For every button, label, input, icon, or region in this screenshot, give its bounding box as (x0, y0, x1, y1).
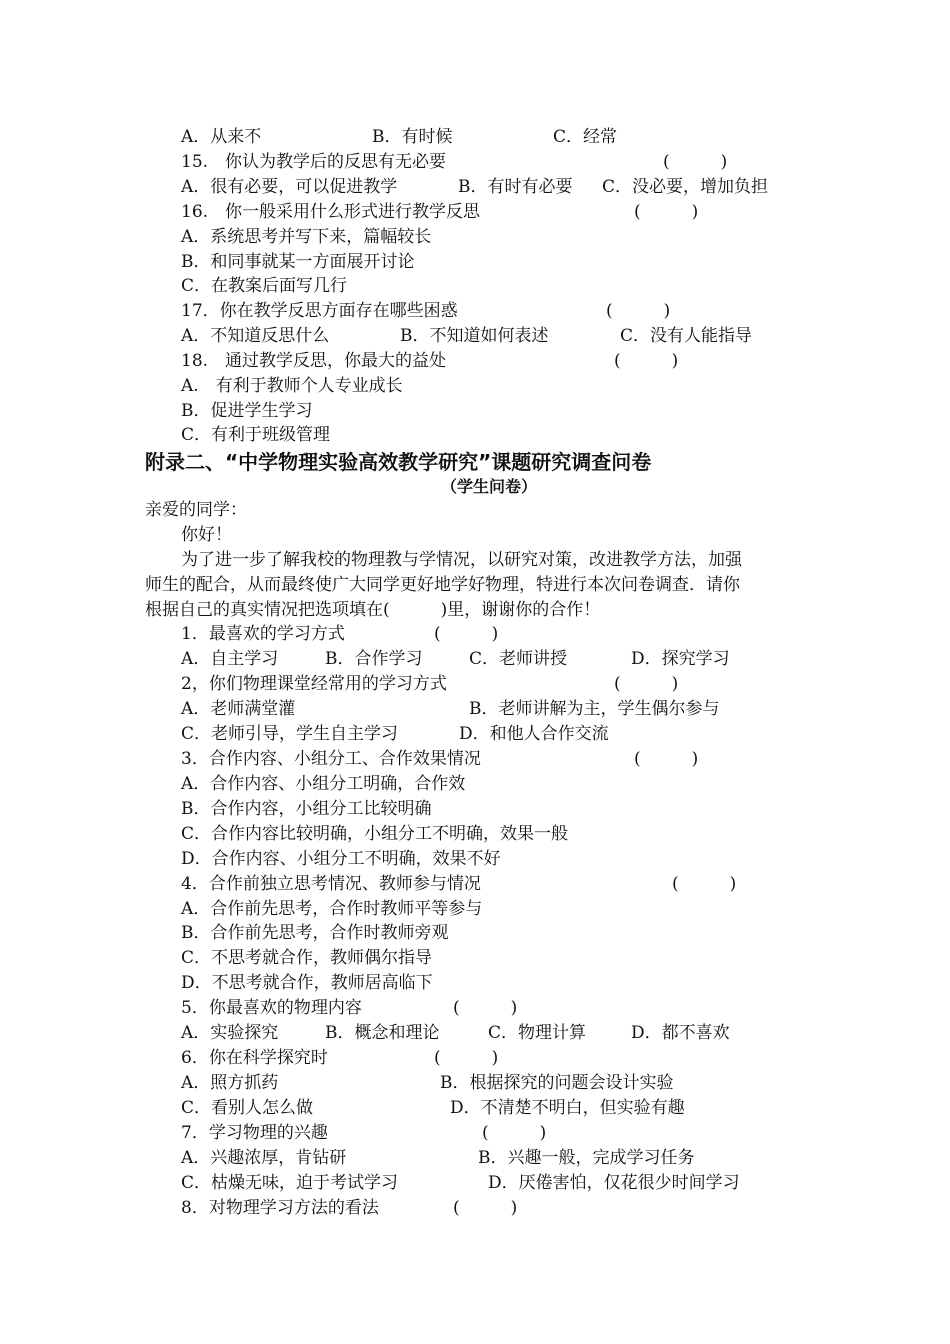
survey-text: 4．合作前独立思考情况、教师参与情况 (181, 874, 481, 894)
answer-blank: ( ) (434, 1048, 499, 1068)
answer-blank: ( ) (634, 749, 699, 769)
answer-blank: ( ) (453, 1198, 518, 1218)
survey-text: C．看别人怎么做 (181, 1098, 314, 1118)
survey-text: D．合作内容、小组分工不明确，效果不好 (181, 849, 501, 869)
option-text: B．有时有必要 (458, 177, 573, 197)
survey-text: A．合作内容、小组分工明确，合作效 (181, 774, 466, 794)
survey-text: 5．你最喜欢的物理内容 (181, 998, 362, 1018)
survey-text: 1．最喜欢的学习方式 (181, 624, 345, 644)
question-text: A．从来不 (181, 127, 262, 147)
option-text: B．合作学习 (325, 649, 423, 669)
option-text: B．不知道如何表述 (400, 326, 549, 346)
option-text: B．兴趣一般，完成学习任务 (478, 1148, 695, 1168)
option-text: C．经常 (553, 127, 618, 147)
option-text: C．老师讲授 (469, 649, 568, 669)
question-text: C．有利于班级管理 (181, 425, 331, 445)
survey-text: A．老师满堂灌 (181, 699, 296, 719)
question-text: A．系统思考并写下来，篇幅较长 (181, 227, 432, 247)
option-text: B．概念和理论 (325, 1023, 440, 1043)
survey-text: C．不思考就合作，教师偶尔指导 (181, 948, 433, 968)
option-text: B．根据探究的问题会设计实验 (440, 1073, 674, 1093)
answer-blank: ( ) (606, 301, 671, 321)
option-text: C．没必要，增加负担 (602, 177, 769, 197)
survey-text: 2，你们物理课堂经常用的学习方式 (181, 674, 447, 694)
answer-blank: ( ) (614, 674, 679, 694)
survey-text: A．自主学习 (181, 649, 279, 669)
hello: 你好！ (181, 525, 232, 545)
section-subtitle: （学生问卷） (441, 477, 538, 496)
question-text: A．不知道反思什么 (181, 326, 330, 346)
answer-blank: ( ) (434, 624, 499, 644)
survey-text: D．不思考就合作，教师居高临下 (181, 973, 433, 993)
question-text: B．促进学生学习 (181, 401, 313, 421)
question-text: 18. 通过教学反思，你最大的益处 (181, 351, 447, 371)
survey-text: 6．你在科学探究时 (181, 1048, 328, 1068)
option-text: B．有时候 (372, 127, 453, 147)
survey-text: C．合作内容比较明确，小组分工不明确，效果一般 (181, 824, 569, 844)
question-text: 16. 你一般采用什么形式进行教学反思 (181, 202, 481, 222)
question-text: A．很有必要，可以促进教学 (181, 177, 398, 197)
answer-blank: ( ) (453, 998, 518, 1018)
question-text: 15. 你认为教学后的反思有无必要 (181, 152, 447, 172)
option-text: D．都不喜欢 (631, 1023, 730, 1043)
survey-text: 8．对物理学习方法的看法 (181, 1198, 379, 1218)
question-text: 17．你在教学反思方面存在哪些困惑 (181, 301, 458, 321)
survey-text: B．合作内容，小组分工比较明确 (181, 799, 432, 819)
option-text: D．厌倦害怕，仅花很少时间学习 (488, 1173, 740, 1193)
survey-text: C．枯燥无味，迫于考试学习 (181, 1173, 399, 1193)
question-text: A. 有利于教师个人专业成长 (181, 376, 403, 396)
answer-blank: ( ) (663, 152, 728, 172)
option-text: D．探究学习 (631, 649, 730, 669)
intro-line: 为了进一步了解我校的物理教与学情况，以研究对策，改进教学方法，加强 (181, 550, 742, 570)
greeting: 亲爱的同学： (145, 500, 247, 520)
survey-text: B．合作前先思考，合作时教师旁观 (181, 923, 449, 943)
survey-text: A．兴趣浓厚，肯钻研 (181, 1148, 347, 1168)
answer-blank: ( ) (482, 1123, 547, 1143)
option-text: D．不清楚不明白，但实验有趣 (450, 1098, 685, 1118)
section-title: 附录二、“中学物理实验高效教学研究”课题研究调查问卷 (145, 450, 652, 474)
option-text: C．没有人能指导 (620, 326, 753, 346)
survey-text: A．实验探究 (181, 1023, 279, 1043)
option-text: C．物理计算 (488, 1023, 587, 1043)
intro-line: 根据自己的真实情况把选项填在( )里，谢谢你的合作！ (145, 600, 601, 620)
answer-blank: ( ) (672, 874, 737, 894)
answer-blank: ( ) (614, 351, 679, 371)
survey-text: A．照方抓药 (181, 1073, 279, 1093)
question-text: C．在教案后面写几行 (181, 276, 348, 296)
option-text: B．老师讲解为主，学生偶尔参与 (469, 699, 720, 719)
answer-blank: ( ) (634, 202, 699, 222)
survey-text: 7．学习物理的兴趣 (181, 1123, 328, 1143)
survey-text: A．合作前先思考，合作时教师平等参与 (181, 899, 483, 919)
question-text: B．和同事就某一方面展开讨论 (181, 252, 415, 272)
survey-text: 3．合作内容、小组分工、合作效果情况 (181, 749, 481, 769)
option-text: D．和他人合作交流 (459, 724, 609, 744)
intro-line: 师生的配合，从而最终使广大同学更好地学好物理，特进行本次问卷调查．请你 (145, 575, 740, 595)
survey-text: C．老师引导，学生自主学习 (181, 724, 399, 744)
